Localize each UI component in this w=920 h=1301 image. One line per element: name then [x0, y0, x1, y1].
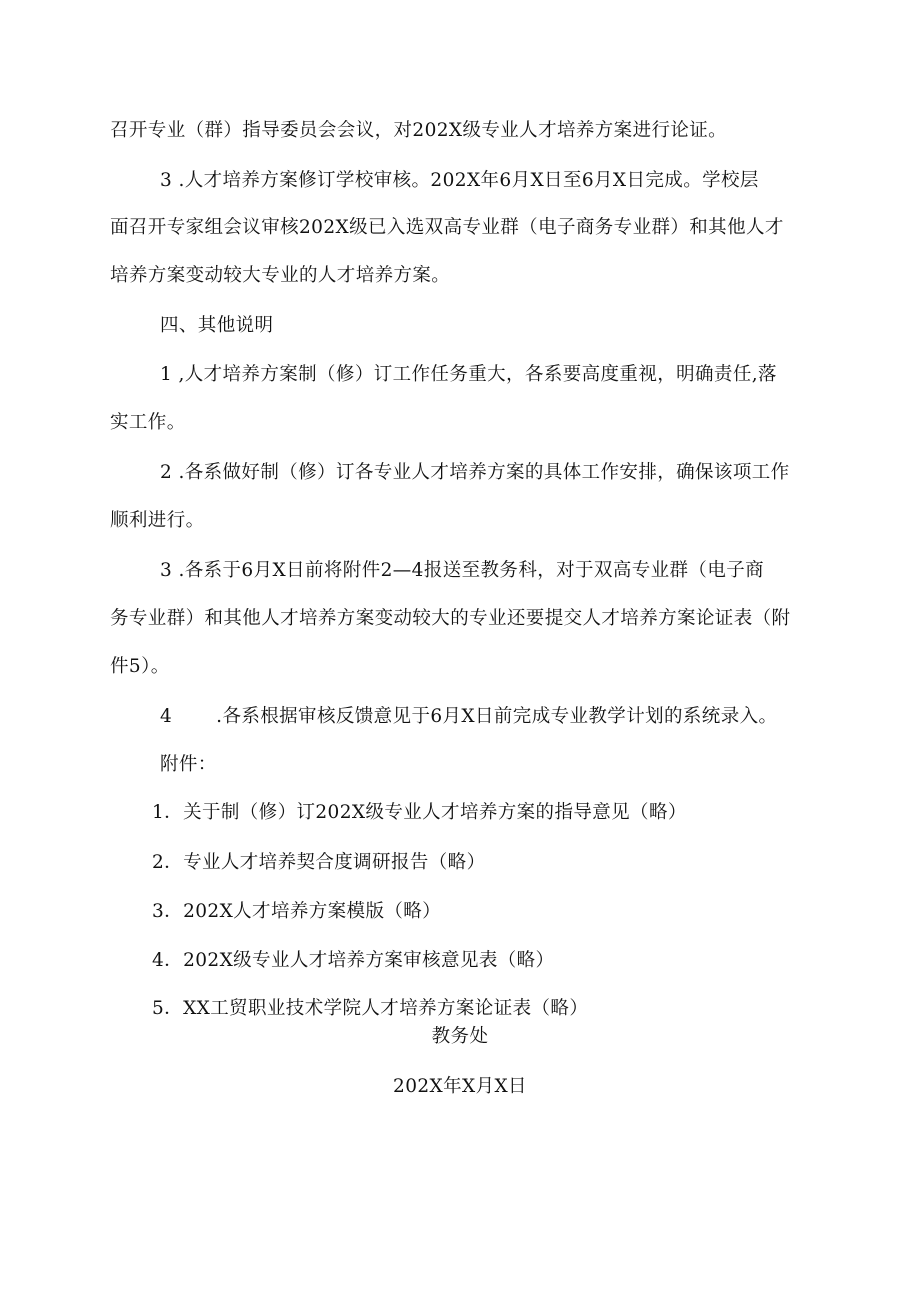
- other-item1-line-1: 1 ,人才培养方案制（修）订工作任务重大，各系要高度重视，明确责任,落: [160, 364, 777, 385]
- other-item1-line-2: 实工作。: [110, 412, 186, 433]
- item3-line-1: 3 .人才培养方案修订学校审核。202X年6月X日至6月X日完成。学校层: [160, 170, 759, 191]
- other-item2-line-2: 顺利进行。: [110, 510, 205, 531]
- section-heading: 四、其他说明: [160, 315, 274, 336]
- paragraph-continuation: 召开专业（群）指导委员会会议，对202X级专业人才培养方案进行论证。: [110, 120, 728, 141]
- signature-office: 教务处: [431, 1026, 489, 1047]
- signature-date: 202X年X月X日: [393, 1076, 527, 1097]
- other-item3-line-2: 务专业群）和其他人才培养方案变动较大的专业还要提交人才培养方案论证表（附: [110, 608, 791, 629]
- other-item4-number: 4: [160, 706, 173, 727]
- attachment-item-4: 4．202X级专业人才培养方案审核意见表（略）: [152, 950, 555, 971]
- attachment-item-2: 2．专业人才培养契合度调研报告（略）: [152, 852, 486, 873]
- item3-line-3: 培养方案变动较大专业的人才培养方案。: [110, 265, 451, 286]
- other-item4-text: .各系根据审核反馈意见于6月X日前完成专业教学计划的系统录入。: [216, 706, 778, 727]
- other-item3-line-1: 3 .各系于6月X日前将附件2—4报送至教务科，对于双高专业群（电子商: [160, 560, 765, 581]
- other-item4-line: [160, 705, 880, 729]
- other-item2-line-1: 2 .各系做好制（修）订各专业人才培养方案的具体工作安排，确保该项工作: [160, 462, 790, 483]
- attachments-label: 附件：: [160, 754, 217, 775]
- other-item3-line-3: 件5）。: [110, 656, 170, 677]
- attachment-item-1: 1．关于制（修）订202X级专业人才培养方案的指导意见（略）: [152, 802, 687, 823]
- item3-line-2: 面召开专家组会议审核202X级已入选双高专业群（电子商务专业群）和其他人才: [110, 217, 784, 238]
- attachment-item-5: 5．XX工贸职业技术学院人才培养方案论证表（略）: [152, 998, 589, 1019]
- attachment-item-3: 3．202X人才培养方案模版（略）: [152, 901, 442, 922]
